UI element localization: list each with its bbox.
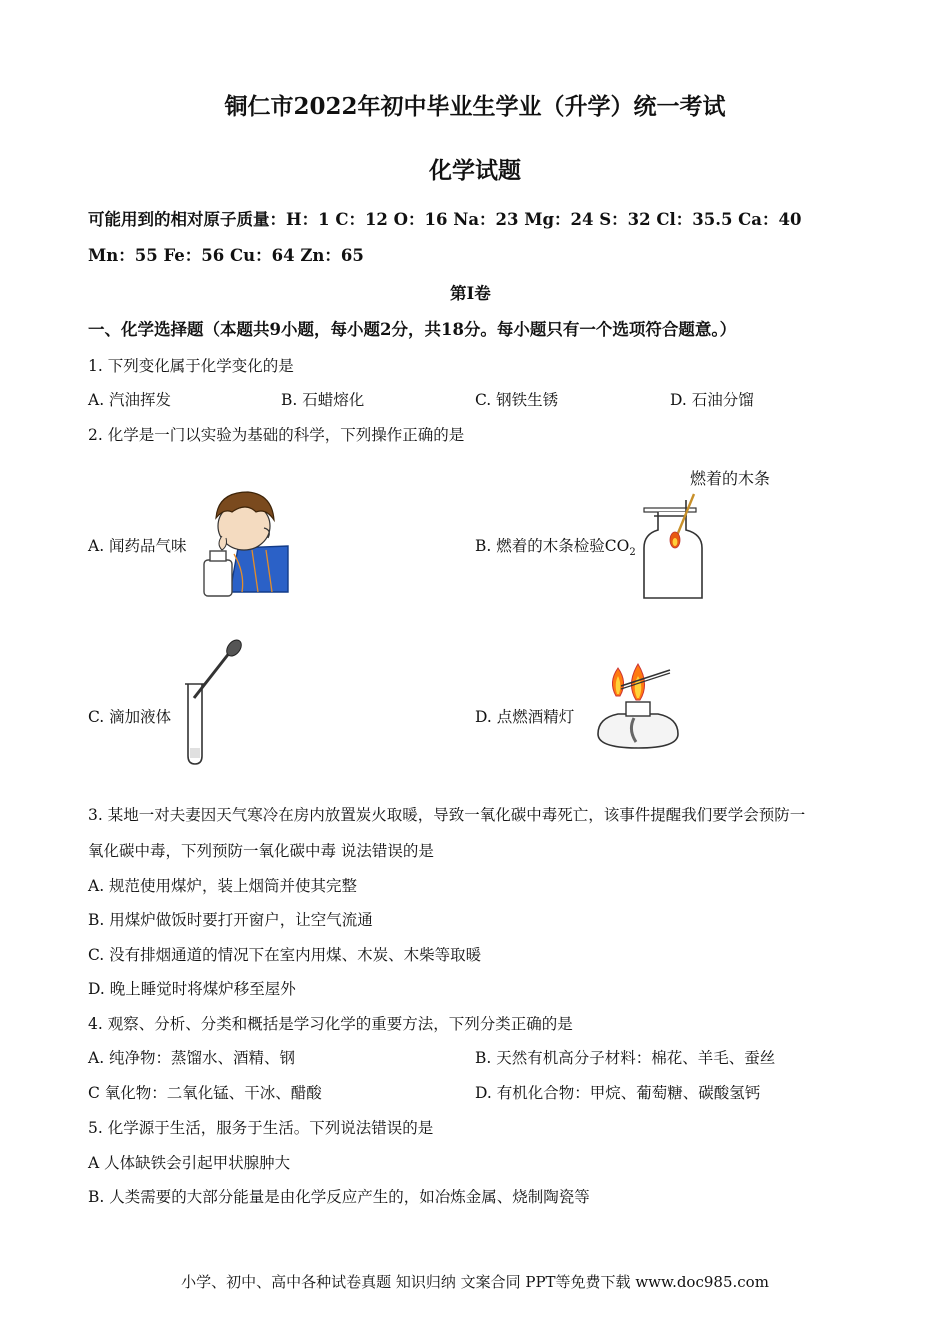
q3-option-a: A. 规范使用煤炉，装上烟筒并使其完整 — [88, 877, 358, 895]
question-5-stem: 5. 化学源于生活，服务于生活。下列说法错误的是 — [88, 1119, 434, 1137]
question-1-stem: 1. 下列变化属于化学变化的是 — [88, 357, 294, 375]
dropper-figure — [182, 640, 244, 766]
question-4-stem: 4. 观察、分析、分类和概括是学习化学的重要方法，下列分类正确的是 — [88, 1015, 573, 1033]
q3-option-d: D. 晚上睡觉时将煤炉移至屋外 — [88, 980, 296, 998]
burning-stick-figure — [640, 490, 715, 602]
volume-label: 第Ⅰ卷 — [450, 284, 491, 303]
q2-option-b: B. 燃着的木条检验$CO_2$ — [475, 537, 636, 559]
q1-option-a: A. 汽油挥发 — [88, 391, 172, 409]
exam-subtitle: 化学试题 — [429, 157, 521, 184]
alcohol-lamp-figure — [588, 660, 688, 760]
exam-title: 铜仁市2022年初中毕业生学业（升学）统一考试 — [224, 93, 726, 120]
atomic-masses-line2: Mn：55 Fe：56 Cu：64 Zn：65 — [88, 246, 364, 265]
q4-option-a: A. 纯净物：蒸馏水、酒精、钢 — [88, 1049, 296, 1067]
question-2-stem: 2. 化学是一门以实验为基础的科学，下列操作正确的是 — [88, 426, 465, 444]
q3-option-b: B. 用煤炉做饭时要打开窗户，让空气流通 — [88, 911, 373, 929]
q1-option-c: C. 钢铁生锈 — [475, 391, 559, 409]
q4-option-c: C 氧化物：二氧化锰、干冰、醋酸 — [88, 1084, 322, 1102]
q1-option-b: B. 石蜡熔化 — [281, 391, 365, 409]
burning-stick-label: 燃着的木条 — [690, 469, 771, 488]
section-heading: 一、化学选择题（本题共9小题，每小题2分，共18分。每小题只有一个选项符合题意。） — [88, 320, 737, 339]
question-3-stem-line2: 氧化碳中毒，下列预防一氧化碳中毒 说法错误的是 — [88, 842, 434, 860]
q5-option-b: B. 人类需要的大部分能量是由化学反应产生的，如冶炼金属、烧制陶瓷等 — [88, 1188, 590, 1206]
q2-option-a: A. 闻药品气味 — [88, 537, 187, 555]
atomic-masses-line1: 可能用到的相对原子质量：H：1 C：12 O：16 Na：23 Mg：24 S：32 Cl：35.5 Ca：40 — [88, 210, 802, 229]
q2-option-c: C. 滴加液体 — [88, 708, 172, 726]
q4-option-d: D. 有机化合物：甲烷、葡萄糖、碳酸氢钙 — [475, 1084, 761, 1102]
question-3-stem-line1: 3. 某地一对夫妻因天气寒冷在房内放置炭火取暖，导致一氧化碳中毒死亡，该事件提醒我们要学会预防一 — [88, 806, 806, 824]
q5-option-a: A 人体缺铁会引起甲状腺肿大 — [88, 1154, 291, 1172]
smelling-figure — [200, 488, 290, 600]
q3-option-c: C. 没有排烟通道的情况下在室内用煤、木炭、木柴等取暖 — [88, 946, 482, 964]
q1-option-d: D. 石油分馏 — [670, 391, 754, 409]
q4-option-b: B. 天然有机高分子材料：棉花、羊毛、蚕丝 — [475, 1049, 776, 1067]
q2-option-d: D. 点燃酒精灯 — [475, 708, 575, 726]
footer-link[interactable]: 小学、初中、高中各种试卷真题 知识归纳 文案合同 PPT等免费下载 www.doc985.com — [181, 1273, 769, 1291]
